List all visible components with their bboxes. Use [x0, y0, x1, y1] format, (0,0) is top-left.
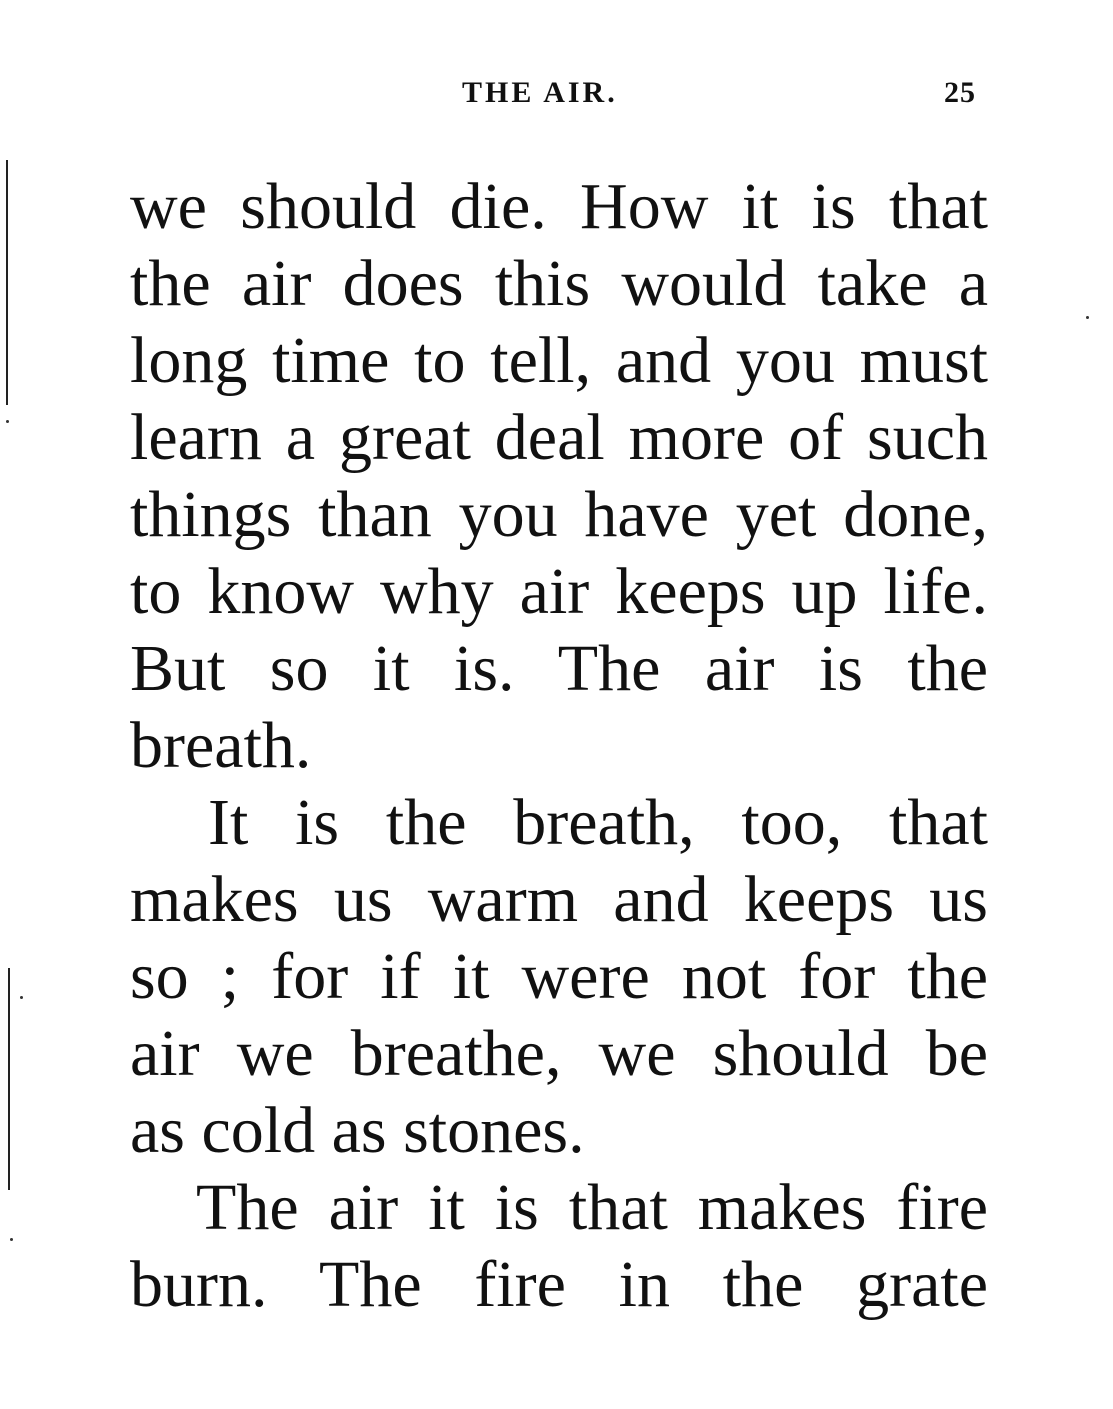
text-line: But so it is. The air is the	[130, 632, 988, 705]
text-line: to know why air keeps up life.	[130, 555, 988, 628]
text-line: the air does this would take a	[130, 247, 988, 320]
text-line: things than you have yet done,	[130, 478, 988, 551]
text-line: learn a great deal more of such	[130, 401, 988, 474]
paragraph-first-line: The air it is that makes fire	[196, 1171, 988, 1244]
text-line: burn. The fire in the grate	[130, 1248, 988, 1321]
text-line: long time to tell, and you must	[130, 324, 988, 397]
text-line: air we breathe, we should be	[130, 1017, 988, 1090]
scan-speck	[20, 996, 23, 999]
text-line: so ; for if it were not for the	[130, 940, 988, 1013]
text-line: as cold as stones.	[130, 1094, 585, 1167]
text-line: we should die. How it is that	[130, 170, 988, 243]
body-text	[130, 168, 988, 1323]
scan-speck	[1086, 316, 1089, 319]
paragraph-first-line: It is the breath, too, that	[208, 786, 988, 859]
running-title: THE AIR.	[462, 76, 618, 109]
text-line: breath.	[130, 709, 312, 782]
page-number: 25	[944, 76, 976, 109]
scan-margin-line-lower	[8, 968, 10, 1190]
scan-margin-line-upper	[6, 160, 8, 405]
running-head	[0, 76, 1113, 116]
scan-speck	[10, 1238, 13, 1241]
scan-speck	[6, 420, 9, 423]
text-line: makes us warm and keeps us	[130, 863, 988, 936]
